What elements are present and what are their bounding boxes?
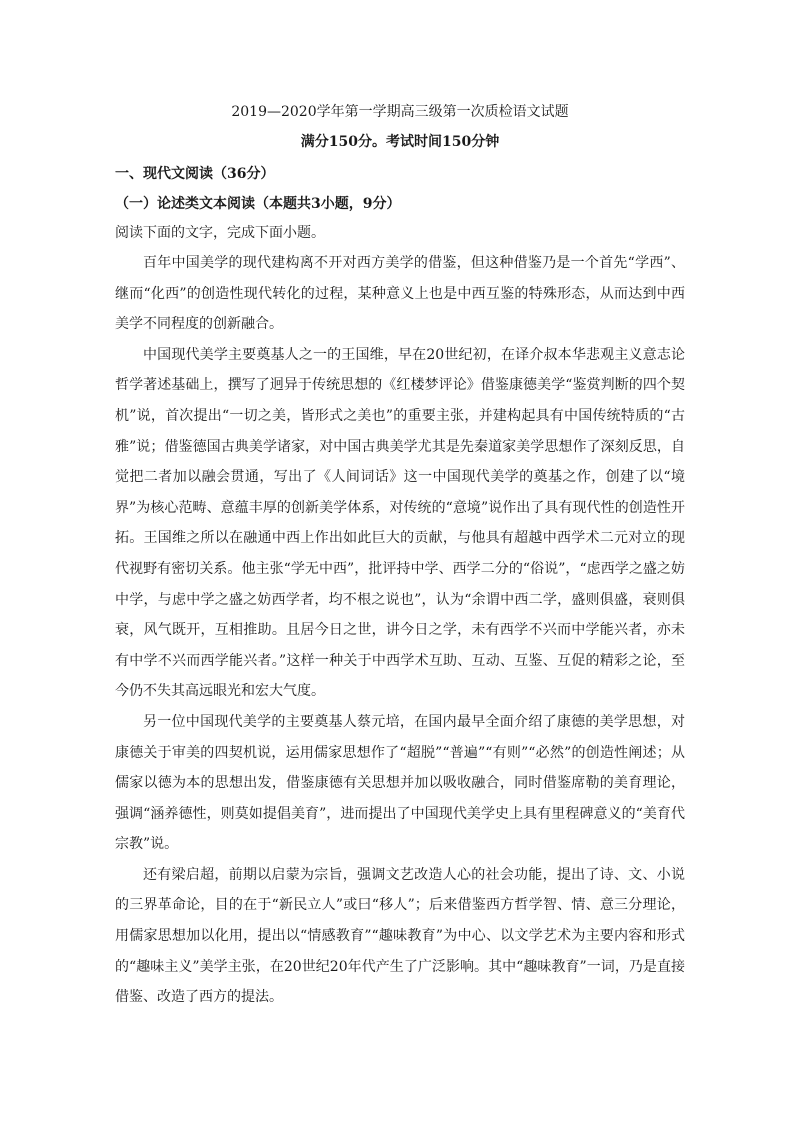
exam-subtitle: 满分150分。考试时间150分钟 <box>300 134 500 150</box>
reading-instruction: 阅读下面的文字，完成下面小题。 <box>115 225 325 241</box>
paragraph: 百年中国美学的现代建构离不开对西方美学的借鉴，但这种借鉴乃是一个首先“学西”、继而“化西”的创造性现代转化的过程，某种意义上也是中西互鉴的特殊形态，从而达到中西美学不同程度的创新融合。 <box>115 255 685 333</box>
document-body <box>115 98 685 1013</box>
exam-title: 2019—2020学年第一学期高三级第一次质检语文试题 <box>231 104 569 120</box>
subsection-heading: （一）论述类文本阅读（本题共3小题，9分） <box>115 196 401 212</box>
section-heading: 一、现代文阅读（36分） <box>115 166 275 182</box>
paragraph: 另一位中国现代美学的主要奠基人蔡元培，在国内最早全面介绍了康德的美学思想，对康德关于审美的四契机说，运用儒家思想作了“超脱”“普遍”“有则”“必然”的创造性阐述；从儒家以德为本的思想出发，借鉴康德有关思想并加以吸收融合，同时借鉴席勒的美育理论，强调“涵养德性，则莫如提倡美育”，进而提出了中国现代美学史上具有里程碑意义的“美育代宗教”说。 <box>115 713 685 853</box>
paragraph: 还有梁启超，前期以启蒙为宗旨，强调文艺改造人心的社会功能，提出了诗、文、小说的三界革命论，目的在于“新民立人”或曰“移人”；后来借鉴西方哲学智、情、意三分理论，用儒家思想加以化用，提出以“情感教育”“趣味教育”为中心、以文学艺术为主要内容和形式的“趣味主义”美学主张，在20世纪20年代产生了广泛影响。其中“趣味教育”一词，乃是直接借鉴、改造了西方的提法。 <box>115 866 685 1006</box>
paragraph: 中国现代美学主要奠基人之一的王国维，早在20世纪初，在译介叔本华悲观主义意志论哲学著述基础上，撰写了迥异于传统思想的《红楼梦评论》借鉴康德美学“鉴赏判断的四个契机”说，首次提出“一切之美，皆形式之美也”的重要主张，并建构起具有中国传统特质的“古雅”说；借鉴德国古典美学诸家，对中国古典美学尤其是先秦道家美学思想作了深刻反思，自觉把二者加以融会贯通，写出了《人间词话》这一中国现代美学的奠基之作，创建了以“境界”为核心范畴、意蕴丰厚的创新美学体系，对传统的“意境”说作出了具有现代性的创造性开拓。王国维之所以在融通中西上作出如此巨大的贡献，与他具有超越中西学术二元对立的现代视野有密切关系。他主张“学无中西”，批评持中学、西学二分的“俗说”，“虑西学之盛之妨中学，与虑中学之盛之妨西学者，均不根之说也”，认为“余谓中西二学，盛则俱盛，衰则俱衰，风气既开，互相推助。且居今日之世，讲今日之学，未有西学不兴而中学能兴者，亦未有中学不兴而西学能兴者。”这样一种关于中西学术互助、互动、互鉴、互促的精彩之论，至今仍不失其高远眼光和宏大气度。 <box>115 346 685 700</box>
